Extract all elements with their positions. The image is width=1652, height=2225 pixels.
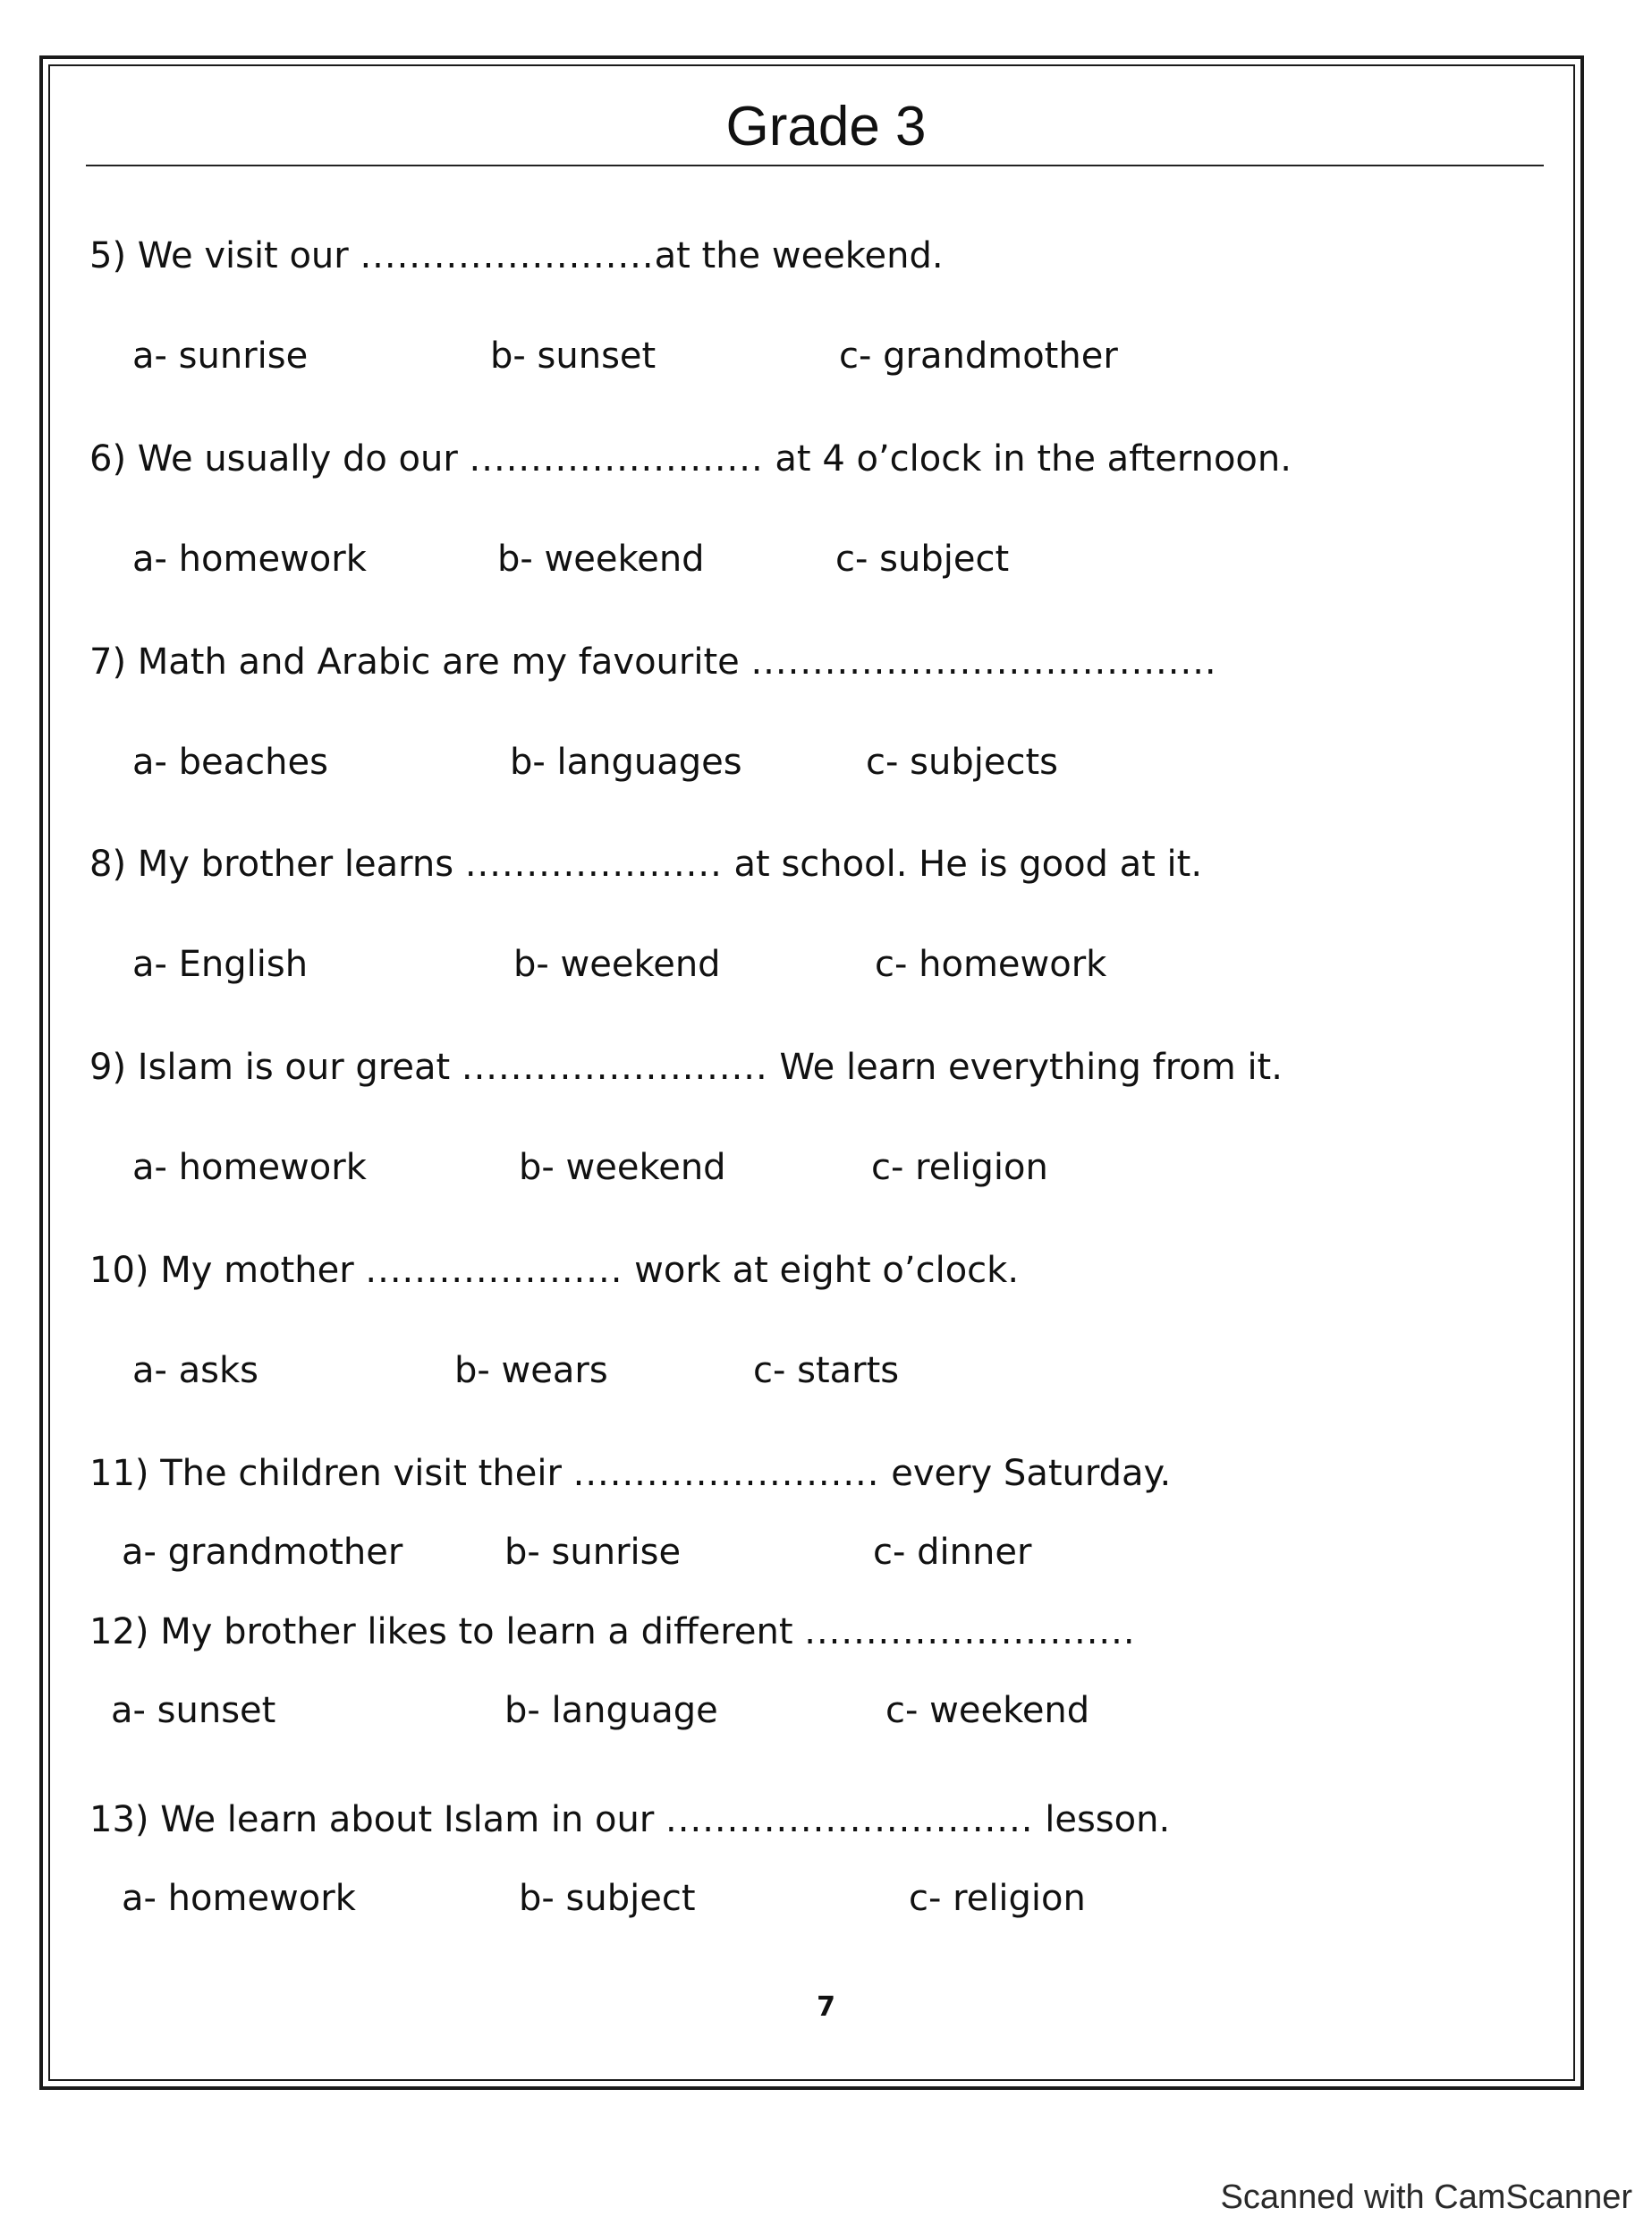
question-number: 6) (89, 438, 127, 480)
option-c: c- religion (871, 1147, 1048, 1188)
question-text-after: at the weekend. (654, 235, 944, 276)
question-text-after: at 4 o’clock in the afternoon. (775, 438, 1292, 480)
option-c: c- dinner (873, 1532, 1032, 1573)
question-text-before: We visit our (137, 235, 349, 276)
option-a: a- grandmother (122, 1532, 403, 1573)
option-c: c- religion (909, 1878, 1086, 1919)
question-text-after: We learn everything from it. (779, 1047, 1283, 1088)
question-text-before: Islam is our great (137, 1047, 451, 1088)
question-5 (89, 231, 944, 281)
question-text-before: My mother (160, 1250, 354, 1291)
question-10 (89, 1245, 1019, 1295)
question-number: 8) (89, 844, 127, 885)
answer-blank: ........................ (469, 438, 764, 480)
option-c: c- subjects (866, 742, 1058, 783)
scanner-watermark: Scanned with CamScanner (1220, 2178, 1632, 2216)
question-number: 9) (89, 1047, 127, 1088)
question-text-before: We usually do our (137, 438, 458, 480)
question-7 (89, 637, 1217, 687)
option-a: a- sunrise (132, 335, 309, 377)
answer-blank: ......................... (572, 1453, 880, 1494)
question-text-after: lesson. (1045, 1799, 1171, 1840)
option-a: a- sunset (111, 1690, 276, 1731)
option-c: c- grandmother (839, 335, 1118, 377)
option-b: b- subject (519, 1878, 696, 1919)
question-number: 10) (89, 1250, 149, 1291)
option-a: a- homework (122, 1878, 356, 1919)
page-title: Grade 3 (725, 96, 927, 157)
question-13 (89, 1795, 1170, 1845)
question-text-after: at school. He is good at it. (733, 844, 1203, 885)
question-12 (89, 1607, 1136, 1657)
option-b: b- wears (454, 1350, 608, 1391)
option-b: b- sunset (490, 335, 657, 377)
answer-blank: ........................... (804, 1611, 1136, 1652)
option-a: a- homework (132, 539, 367, 580)
option-c: c- subject (835, 539, 1010, 580)
question-text-before: The children visit their (160, 1453, 562, 1494)
question-text-after: every Saturday. (891, 1453, 1172, 1494)
option-a: a- asks (132, 1350, 259, 1391)
option-c: c- weekend (885, 1690, 1090, 1731)
page-number: 7 (817, 1991, 835, 2023)
question-text-before: My brother learns (137, 844, 454, 885)
header-divider (86, 165, 1544, 166)
option-b: b- weekend (497, 539, 705, 580)
question-9 (89, 1042, 1283, 1092)
answer-blank: ..................... (464, 844, 723, 885)
option-a: a- beaches (132, 742, 328, 783)
question-11 (89, 1448, 1171, 1499)
question-number: 11) (89, 1453, 149, 1494)
answer-blank: ...................................... (750, 641, 1217, 683)
option-b: b- weekend (513, 944, 721, 985)
option-a: a- homework (132, 1147, 367, 1188)
option-b: b- weekend (519, 1147, 726, 1188)
option-c: c- homework (875, 944, 1107, 985)
option-b: b- languages (510, 742, 742, 783)
question-text-before: My brother likes to learn a different (160, 1611, 793, 1652)
question-8 (89, 839, 1202, 889)
option-a: a- English (132, 944, 309, 985)
answer-blank: ..................... (365, 1250, 623, 1291)
question-text-before: We learn about Islam in our (160, 1799, 655, 1840)
question-number: 12) (89, 1611, 149, 1652)
answer-blank: ......................... (461, 1047, 768, 1088)
answer-blank: .............................. (665, 1799, 1034, 1840)
answer-blank: ........................ (360, 235, 655, 276)
question-number: 5) (89, 235, 127, 276)
question-6 (89, 434, 1292, 484)
question-text-before: Math and Arabic are my favourite (137, 641, 740, 683)
question-text-after: work at eight o’clock. (634, 1250, 1020, 1291)
question-number: 7) (89, 641, 127, 683)
option-b: b- sunrise (504, 1532, 682, 1573)
option-c: c- starts (753, 1350, 900, 1391)
question-number: 13) (89, 1799, 149, 1840)
option-b: b- language (504, 1690, 718, 1731)
